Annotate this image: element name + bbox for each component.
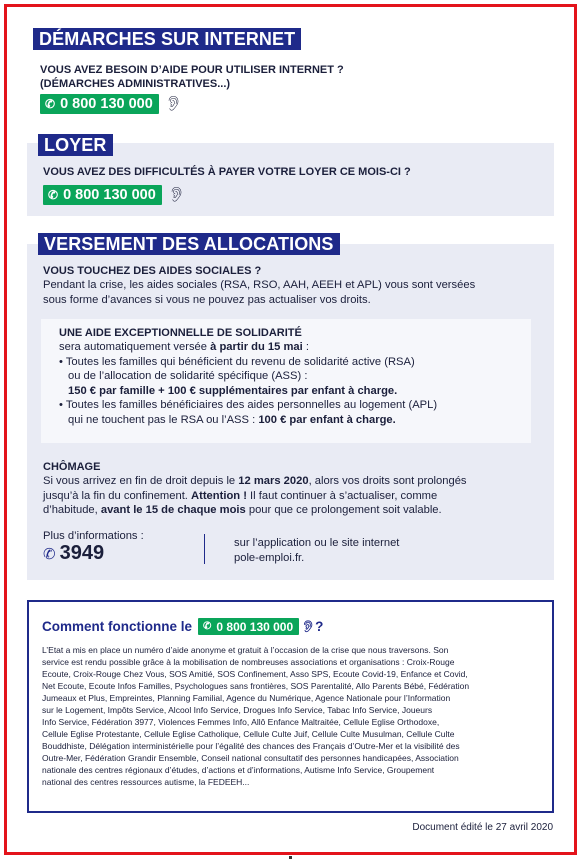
phone-badge[interactable]: ✆ 0 800 130 000 — [40, 94, 159, 114]
internet-question: VOUS AVEZ BESOIN D’AIDE POUR UTILISER INTERNET ? (DÉMARCHES ADMINISTRATIVES...) — [40, 64, 344, 90]
hearing-impaired-icon: 👂︎ — [301, 621, 316, 633]
section-title-internet: DÉMARCHES SUR INTERNET — [33, 28, 301, 50]
phone-badge[interactable]: ✆ 0 800 130 000 — [43, 185, 162, 205]
section-internet — [27, 28, 554, 123]
pole-emploi-info: sur l’application ou le site internet pole-emploi.fr. — [234, 537, 400, 564]
hearing-impaired-icon: 👂︎ — [164, 95, 183, 112]
comment-fonctionne-box — [27, 600, 554, 813]
phone-icon: ✆ — [45, 97, 56, 111]
section-title-allocations: VERSEMENT DES ALLOCATIONS — [38, 233, 340, 255]
section-allocations — [27, 234, 554, 580]
divider — [204, 534, 205, 564]
phone-icon: ✆ — [48, 188, 59, 202]
allocations-intro: VOUS TOUCHEZ DES AIDES SOCIALES ? Pendant la crise, les aides sociales (RSA, RSO, AAH, AEEH et APL) vous sont versées sous forme d’avances si vous ne pouvez pas actualiser vos droits. — [43, 265, 476, 306]
comment-fonctionne-text: L’Etat a mis en place un numéro d’aide anonyme et gratuit à l’occasion de la crise que nous traversons. Son service est rendu possible grâce à la mobilisation de nombreuses associations et organisations : Croix-Rouge Ecoute, Croix-Rouge Chez Vous, SOS Amitié, SOS Confinement, Asso SPS, Ecoute Covid-19, Enfance et Covid, Net Ecoute, Ecoute Infos Familles, Psychologues sans frontières, SOS Parentalité, Allo Parents Bébé, Fédération Jumeaux et Plus, Empreintes, Planning Familial, Agence du Numérique, Agence Nationale pour l’Information sur le Logement, Impôts Service, Alcool Info Service, Drogues Info Service, Tabac Info Service, Joueurs Info Service, Fédération 3977, Violences Femmes Info, Allô Enfance Maltraitée, Cellule Eglise Orthodoxe, Cellule Eglise Protestante, Cellule Eglise Catholique, Cellule Culte Juif, Cellule Culte Musulman, Cellule Culte Bouddhiste, Délégation interministérielle pour l’égalité des chances des Français d’Outre-Mer et la visibilité des Outre-Mer, Fédération Grandir Ensemble, Conseil national consultatif des personnes handicapées, Association nationale des centres régionaux d’études, d’actions et d’informations, Autisme Info Service, Groupement national des centres ressources autisme, la FEDEEH... — [42, 645, 470, 787]
pole-emploi-link[interactable]: pole-emploi.fr. — [234, 551, 305, 564]
internet-phone-row — [40, 94, 183, 114]
phone-icon: ✆ — [203, 621, 212, 632]
section-loyer — [27, 135, 554, 216]
pole-emploi-number[interactable]: ✆ 3949 — [43, 542, 105, 564]
chomage-block: CHÔMAGE Si vous arrivez en fin de droit depuis le 12 mars 2020, alors vos droits sont prolongés jusqu’à la fin du confinement. Attention ! Il faut continuer à s’actualiser, comme d’habitude, avant le 15 de chaque mois pour que ce prolongement soit valable. — [43, 460, 548, 518]
chomage-title: CHÔMAGE — [43, 461, 101, 473]
footer-date: Document édité le 27 avril 2020 — [412, 822, 553, 833]
plus-info-label: Plus d’informations : — [43, 530, 144, 542]
loyer-question: VOUS AVEZ DES DIFFICULTÉS À PAYER VOTRE LOYER CE MOIS-CI ? — [43, 166, 411, 178]
section-title-loyer: LOYER — [38, 134, 113, 156]
hearing-impaired-icon: 👂︎ — [167, 186, 186, 203]
phone-icon: ✆ — [43, 545, 56, 563]
loyer-phone-row — [43, 185, 186, 205]
phone-badge[interactable]: ✆ 0 800 130 000 — [198, 618, 299, 635]
comment-fonctionne-title: Comment fonctionne le ✆ 0 800 130 000 👂︎ ? — [42, 619, 324, 634]
page-mark — [289, 856, 292, 859]
aide-exceptionnelle-box: UNE AIDE EXCEPTIONNELLE DE SOLIDARITÉ sera automatiquement versée à partir du 15 mai : • Toutes les familles qui bénéficient du revenu de solidarité active (RSA) ou de l’allocation de solidarité spécifique (ASS) : 150 € par famille + 100 € supplémentaires par enfant à charge. • Toutes les familles bénéficiaires des aides personnelles au logement (APL) qui ne touchent pas le RSA ou l’ASS : 100 € par enfant à charge. — [41, 319, 531, 443]
aide-title: UNE AIDE EXCEPTIONNELLE DE SOLIDARITÉ — [59, 327, 302, 339]
